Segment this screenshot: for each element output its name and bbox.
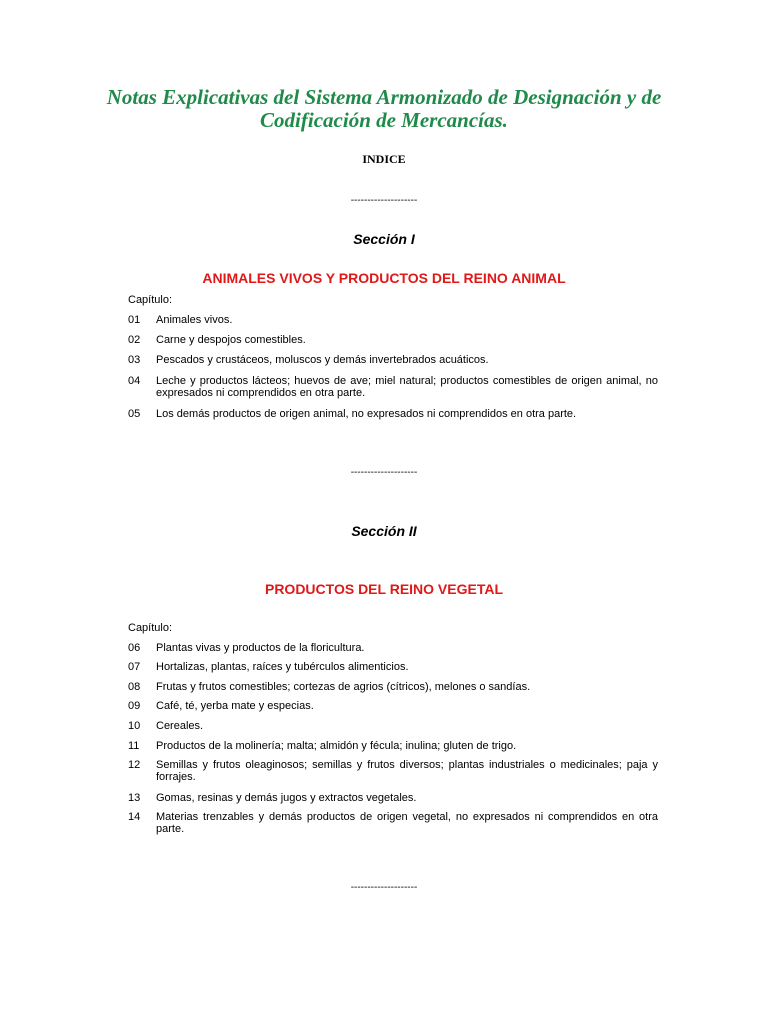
chapter-text: Hortalizas, plantas, raíces y tubérculos alimenticios. — [156, 661, 409, 673]
chapter-label: Capítulo: — [128, 294, 173, 306]
chapter-number: 02 — [128, 334, 141, 346]
chapter-text: Materias trenzables y demás productos de origen vegetal, no expresados ni comprendidos en otra parte. — [156, 811, 658, 835]
chapter-item — [128, 334, 658, 346]
chapter-item — [128, 792, 658, 804]
chapter-number: 03 — [128, 354, 141, 366]
section-label: Sección II — [351, 523, 417, 539]
chapter-number: 09 — [128, 700, 141, 712]
chapter-label: Capítulo: — [128, 622, 173, 634]
chapter-item — [128, 681, 658, 693]
chapter-item — [128, 661, 658, 673]
chapter-number: 11 — [128, 740, 140, 752]
chapter-number: 04 — [128, 375, 141, 387]
chapter-item — [128, 700, 658, 712]
chapter-item — [128, 759, 658, 783]
chapter-item — [128, 740, 658, 752]
chapter-number: 14 — [128, 811, 141, 823]
chapter-number: 08 — [128, 681, 141, 693]
chapter-text: Leche y productos lácteos; huevos de ave; miel natural; productos comestibles de origen animal, no expresados ni comprendidos en otra parte. — [156, 375, 658, 399]
chapter-number: 01 — [128, 314, 141, 326]
chapter-text: Gomas, resinas y demás jugos y extractos vegetales. — [156, 792, 417, 804]
chapter-number: 13 — [128, 792, 141, 804]
chapter-text: Los demás productos de origen animal, no expresados ni comprendidos en otra parte. — [156, 408, 577, 420]
chapter-item — [128, 314, 658, 326]
chapter-number: 05 — [128, 408, 141, 420]
chapter-text: Pescados y crustáceos, moluscos y demás invertebrados acuáticos. — [156, 354, 489, 366]
chapter-item — [128, 408, 658, 420]
chapter-text: Semillas y frutos oleaginosos; semillas y frutos diversos; plantas industriales o medicinales; paja y forrajes. — [156, 759, 658, 783]
chapter-item — [128, 811, 658, 835]
chapter-text: Frutas y frutos comestibles; cortezas de agrios (cítricos), melones o sandías. — [156, 681, 531, 693]
separator: -------------------- — [350, 882, 418, 893]
document-title: Notas Explicativas del Sistema Armonizado de Designación y de Codificación de Mercancías. — [106, 85, 662, 132]
chapter-text: Animales vivos. — [156, 314, 233, 326]
separator: -------------------- — [350, 195, 418, 206]
chapter-number: 06 — [128, 642, 141, 654]
chapter-number: 07 — [128, 661, 141, 673]
chapter-item — [128, 720, 658, 732]
chapter-text: Plantas vivas y productos de la floricultura. — [156, 642, 365, 654]
chapter-text: Carne y despojos comestibles. — [156, 334, 306, 346]
chapter-text: Productos de la molinería; malta; almidón y fécula; inulina; gluten de trigo. — [156, 740, 517, 752]
chapter-text: Café, té, yerba mate y especias. — [156, 700, 314, 712]
chapter-item — [128, 642, 658, 654]
section-label: Sección I — [353, 231, 415, 247]
index-heading: INDICE — [362, 152, 406, 166]
chapter-item — [128, 375, 658, 399]
section-title: ANIMALES VIVOS Y PRODUCTOS DEL REINO ANIMAL — [202, 270, 566, 286]
chapter-text: Cereales. — [156, 720, 204, 732]
chapter-number: 12 — [128, 759, 141, 771]
chapter-item — [128, 354, 658, 366]
chapter-number: 10 — [128, 720, 141, 732]
section-title: PRODUCTOS DEL REINO VEGETAL — [264, 581, 504, 597]
separator: -------------------- — [350, 467, 418, 478]
